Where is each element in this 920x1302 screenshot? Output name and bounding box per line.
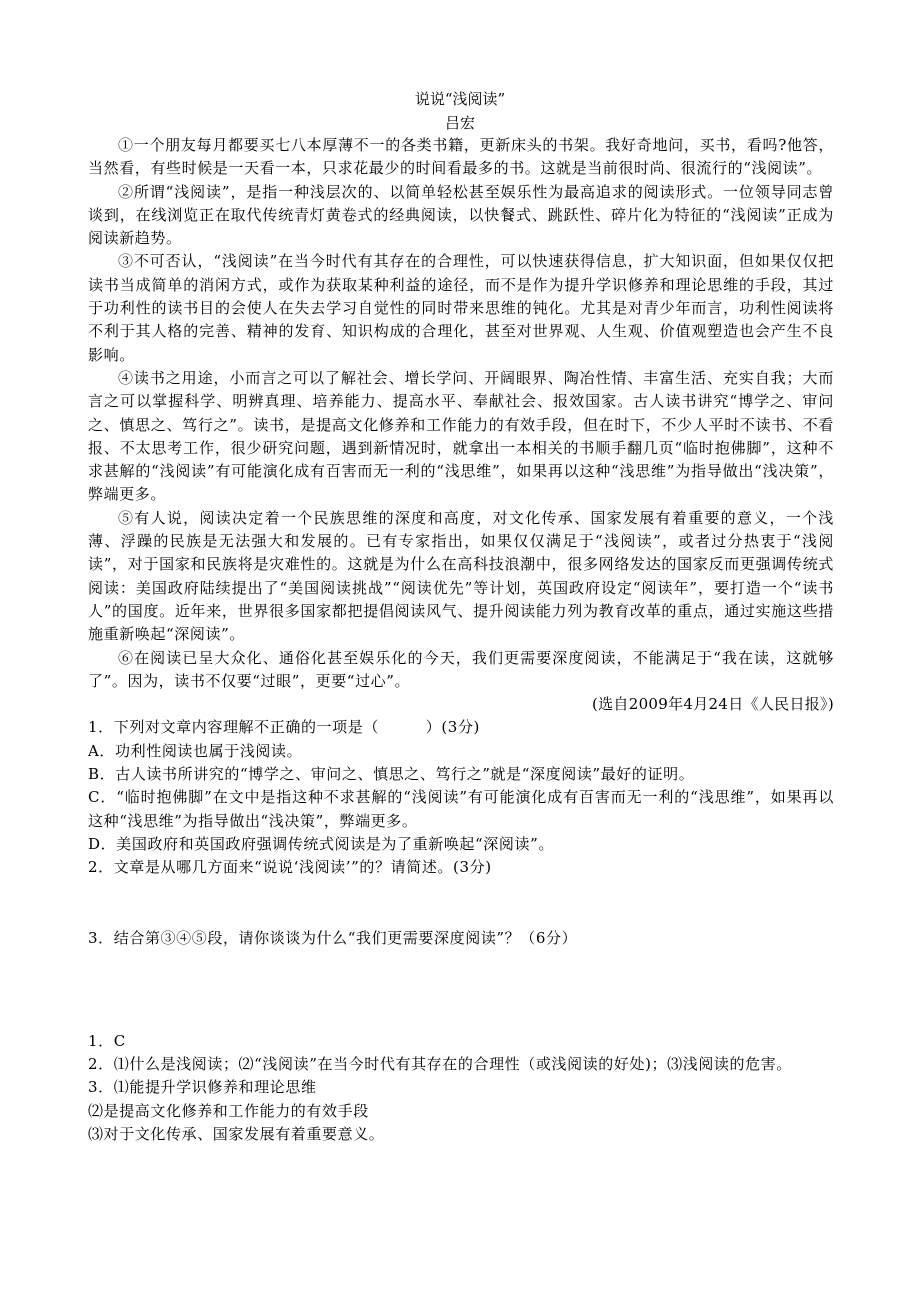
question-1-option-a: A．功利性阅读也属于浅阅读。 xyxy=(88,741,303,760)
question-1-option-b: B．古人读书所讲究的“博学之、审问之、慎思之、笃行之”就是“深度阅读”最好的证明。 xyxy=(88,765,695,784)
article-title: 说说“浅阅读” xyxy=(414,90,506,108)
paragraph-2: ②所谓“浅阅读”，是指一种浅层次的、以简单轻松甚至娱乐性为最高追求的阅读形式。一位领导同志曾谈到，在线浏览正在取代传统青灯黄卷式的经典阅读，以快餐式、跳跃性、碎片化为特征的“浅阅读”正成为阅读新趋势。 xyxy=(88,182,834,248)
paragraph-1: ①一个朋友每月都要买七八本厚薄不一的各类书籍，更新床头的书架。我好奇地问，买书，看吗?他答，当然看，有些时候是一天看一本，只求花最少的时间看最多的书。这就是当前很时尚、很流行的“浅阅读”。 xyxy=(88,136,834,178)
answer-3-line-2: ⑵是提高文化修养和工作能力的有效手段 xyxy=(88,1101,369,1120)
article-author: 吕宏 xyxy=(444,114,475,132)
paragraph-4: ④读书之用途，小而言之可以了解社会、增长学问、开阔眼界、陶冶性情、丰富生活、充实自我；大而言之可以掌握科学、明辨真理、培养能力、提高水平、奉献社会、报效国家。古人读书讲究“博学之、审问之、慎思之、笃行之”。读书，是提高文化修养和工作能力的有效手段，但在时下，不少人平时不读书、不看报、不太思考工作，很少研究问题，遇到新情况时，就拿出一本相关的书顺手翻几页“临时抱佛脚”，这种不求甚解的“浅阅读”有可能演化成有百害而无一利的“浅思维”，如果再以这种“浅思维”为指导做出“浅决策”，弊端更多。 xyxy=(88,368,834,504)
paragraph-5: ⑤有人说，阅读决定着一个民族思维的深度和高度，对文化传承、国家发展有着重要的意义，一个浅薄、浮躁的民族是无法强大和发展的。已有专家指出，如果仅仅满足于“浅阅读”，或者过分热衷于“浅阅读”，对于国家和民族将是灾难性的。这就是为什么在高科技浪潮中，很多网络发达的国家反而更强调传统式阅读：美国政府陆续提出了“美国阅读挑战”“阅读优先”等计划，英国政府设定“阅读年”，要打造一个“读书人”的国度。近年来，世界很多国家都把提倡阅读风气、提升阅读能力列为教育改革的重点，通过实施这些措施重新唤起“深阅读”。 xyxy=(88,508,834,644)
paragraph-6: ⑥在阅读已呈大众化、通俗化甚至娱乐化的今天，我们更需要深度阅读，不能满足于“我在读，这就够了”。因为，读书不仅要“过眼”，更要“过心”。 xyxy=(88,648,834,690)
question-1: 1．下列对文章内容理解不正确的一项是（ ）(3分) xyxy=(88,718,480,737)
question-2: 2．文章是从哪几方面来“说说‘浅阅读’”的？请简述。(3分) xyxy=(88,858,492,877)
answer-key xyxy=(88,1030,834,1146)
answer-1: 1．C xyxy=(88,1031,126,1050)
paragraph-3: ③不可否认，“浅阅读”在当今时代有其存在的合理性，可以快速获得信息，扩大知识面，但如果仅仅把读书当成简单的消闲方式，或作为获取某种利益的途径，而不是作为提升学识修养和理论思维的手段，其过于功利性的读书目的会使人在失去学习自觉性的同时带来思维的钝化。尤其是对青少年而言，功利性阅读将不利于其人格的完善、精神的发育、知识构成的合理化，甚至对世界观、人生观、价值观塑造也会产生不良影响。 xyxy=(88,252,834,364)
question-3: 3．结合第③④⑤段，请你谈谈为什么“我们更需要深度阅读”？（6分） xyxy=(88,928,578,947)
answer-2: 2．⑴什么是浅阅读；⑵“浅阅读”在当今时代有其存在的合理性（或浅阅读的好处)；⑶浅阅读的危害。 xyxy=(88,1055,792,1074)
question-1-option-d: D．美国政府和英国政府强调传统式阅读是为了重新唤起“深阅读”。 xyxy=(88,834,554,853)
answer-space-3 xyxy=(88,950,834,1030)
document-body xyxy=(88,134,834,1146)
article-source: (选自2009年4月24日《人民日报》) xyxy=(591,695,834,714)
answer-3-line-1: 3．⑴能提升学识修养和理论思维 xyxy=(88,1078,317,1097)
question-1-option-c: C．“临时抱佛脚”在文中是指这种不求甚解的“浅阅读”有可能演化成有百害而无一利的“浅思维”，如果再以这种“浅思维”为指导做出“浅决策”，弊端更多。 xyxy=(88,788,834,830)
answer-3-line-3: ⑶对于文化传承、国家发展有着重要意义。 xyxy=(88,1124,385,1143)
answer-space-2 xyxy=(88,880,834,927)
